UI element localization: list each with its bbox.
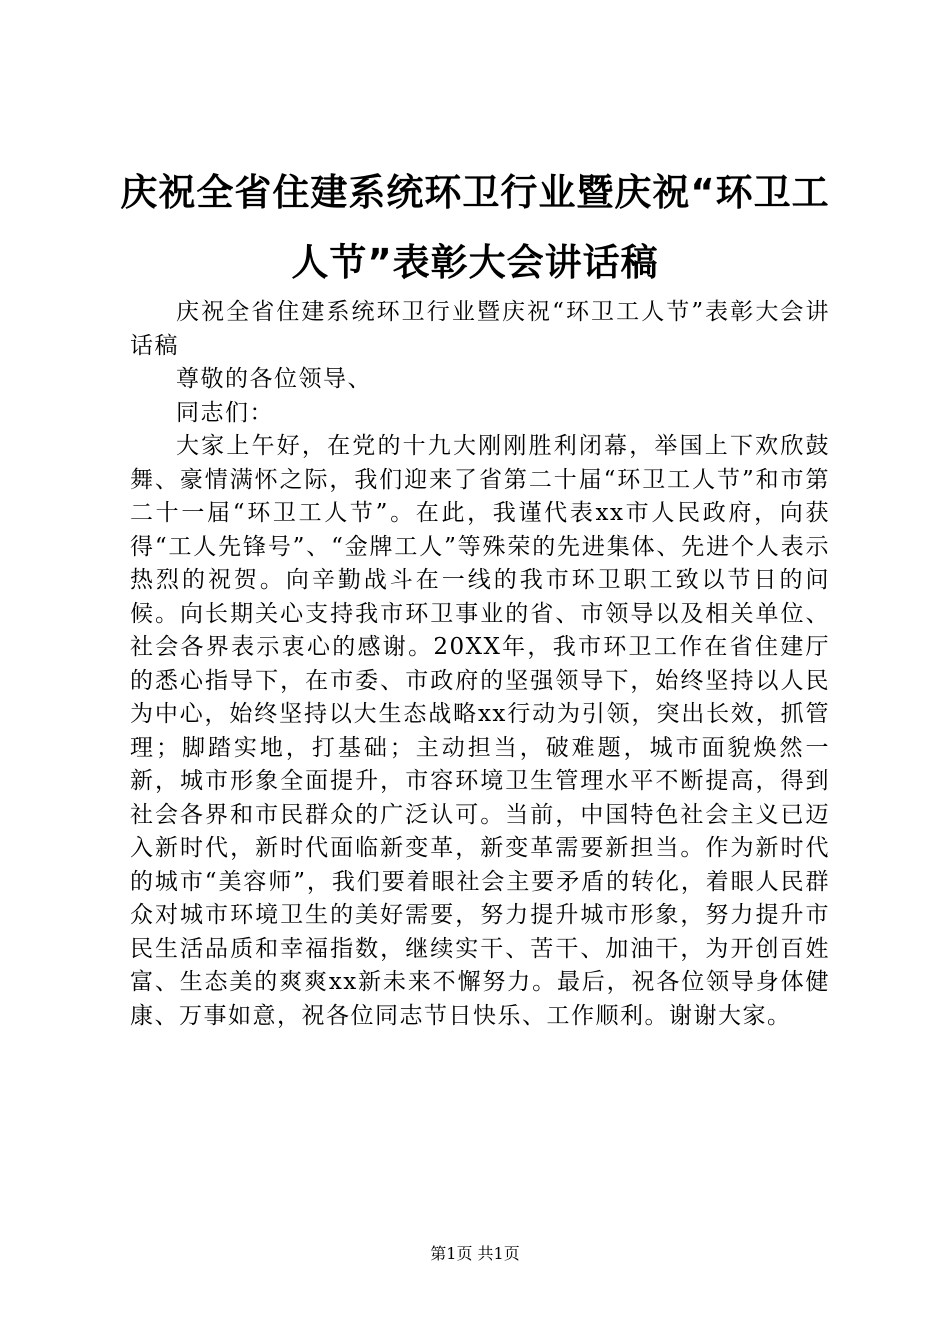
document-body	[130, 296, 830, 1033]
paragraph-comrades: 同志们：	[176, 399, 274, 426]
document-title: 庆祝全省住建系统环卫行业暨庆祝“环卫工人节”表彰大会讲话稿	[120, 171, 830, 284]
paragraph-main-speech: 大家上午好，在党的十九大刚刚胜利闭幕，举国上下欢欣鼓舞、豪情满怀之际，我们迎来了省第二十届“环卫工人节”和市第二十一届“环卫工人节”。在此，我谨代表xx市人民政府，向获得“工人先锋号”、“金牌工人”等殊荣的先进集体、先进个人表示热烈的祝贺。向辛勤战斗在一线的我市环卫职工致以节日的问候。向长期关心支持我市环卫事业的省、市领导以及相关单位、社会各界表示衷心的感谢。20XX年，我市环卫工作在省住建厅的悉心指导下，在市委、市政府的坚强领导下，始终坚持以人民为中心，始终坚持以大生态战略xx行动为引领，突出长效，抓管理；脚踏实地，打基础；主动担当，破难题，城市面貌焕然一新，城市形象全面提升，市容环境卫生管理水平不断提高，得到社会各界和市民群众的广泛认可。当前，中国特色社会主义已迈入新时代，新时代面临新变革，新变革需要新担当。作为新时代的城市“美容师”，我们要着眼社会主要矛盾的转化，着眼人民群众对城市环境卫生的美好需要，努力提升城市形象，努力提升市民生活品质和幸福指数，继续实干、苦干、加油干，为开创百姓富、生态美的爽爽xx新未来不懈努力。最后，祝各位领导身体健康、万事如意，祝各位同志节日快乐、工作顺利。谢谢大家。	[130, 433, 830, 1029]
page-footer: 第1页 共1页	[430, 1244, 520, 1263]
paragraph-salutation: 尊敬的各位领导、	[176, 366, 372, 392]
paragraph-heading-repeat: 庆祝全省住建系统环卫行业暨庆祝“环卫工人节”表彰大会讲话稿	[130, 299, 830, 359]
